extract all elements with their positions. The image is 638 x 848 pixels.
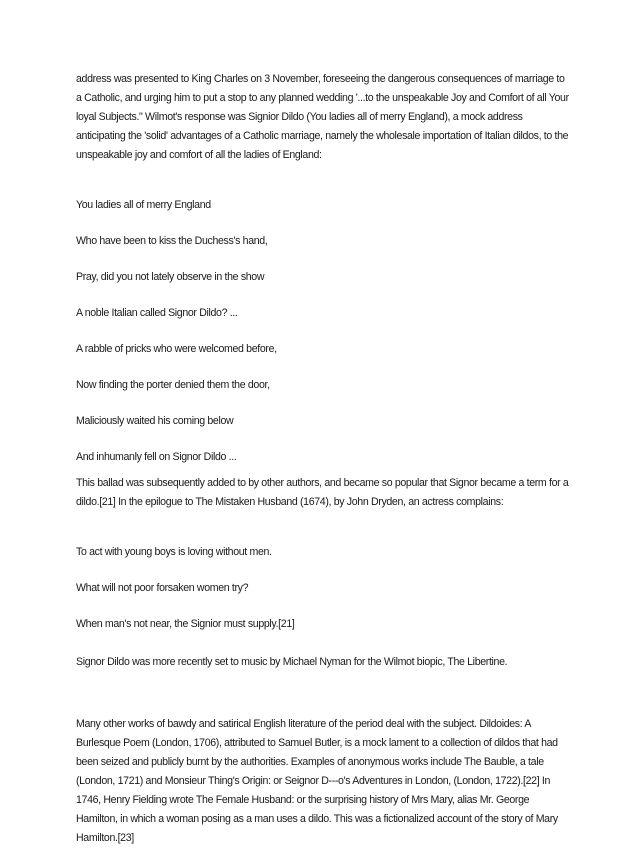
verse-line: What will not poor forsaken women try? bbox=[76, 582, 249, 594]
spacer bbox=[76, 672, 572, 705]
ballad-paragraph: This ballad was subsequently added to by other authors, and became so popular that Signor became a term for a dildo.[21] In the epilogue to The Mistaken Husband (1674), by John Dryden, an actress complains: bbox=[76, 477, 569, 508]
epilogue-verse bbox=[76, 545, 572, 631]
ballad-verse bbox=[76, 198, 572, 464]
verse-line: And inhumanly fell on Signor Dildo ... bbox=[76, 451, 237, 463]
libertine-paragraph: Signor Dildo was more recently set to music by Michael Nyman for the Wilmot biopic, The Libertine. bbox=[76, 656, 508, 668]
spacer bbox=[76, 165, 572, 198]
verse-line: A rabble of pricks who were welcomed before, bbox=[76, 343, 277, 355]
intro-paragraph: address was presented to King Charles on 3 November, foreseeing the dangerous consequences of marriage to a Catholic, and urging him to put a stop to any planned wedding '...to the unspeakable Joy and Comfort of all Your loyal Subjects." Wilmot's response was Signior Dildo (You ladies all of merry England), a mock address anticipating the 'solid' advantages of a Catholic marriage, namely the wholesale importation of Italian dildos, to the unspeakable joy and comfort of all the ladies of England: bbox=[76, 73, 569, 161]
verse-line: Now finding the porter denied them the door, bbox=[76, 379, 270, 391]
verse-line: To act with young boys is loving without men. bbox=[76, 546, 272, 558]
document-page bbox=[76, 70, 572, 848]
verse-line: Maliciously waited his coming below bbox=[76, 415, 234, 427]
verse-line: When man's not near, the Signior must supply.[21] bbox=[76, 618, 295, 630]
literature-paragraph: Many other works of bawdy and satirical English literature of the period deal with the subject. Dildoides: A Burlesque Poem (London, 1706), attributed to Samuel Butler, is a mock lament to a collection of dildos that had been seized and publicly burnt by the authorities. Examples of anonymous works include The Bauble, a tale (London, 1721) and Monsieur Thing's Origin: or Seignor D---o's Adventures in London, (London, 1722).[22] In 1746, Henry Fielding wrote The Female Husband: or the surprising history of Mrs Mary, alias Mr. George Hamilton, in which a woman posing as a man uses a dildo. This was a fictionalized account of the story of Mary Hamilton.[23] bbox=[76, 718, 558, 844]
verse-line: You ladies all of merry England bbox=[76, 199, 211, 211]
spacer bbox=[76, 512, 572, 545]
verse-line: Who have been to kiss the Duchess's hand, bbox=[76, 235, 268, 247]
verse-line: A noble Italian called Signor Dildo? ... bbox=[76, 307, 238, 319]
verse-line: Pray, did you not lately observe in the show bbox=[76, 271, 265, 283]
